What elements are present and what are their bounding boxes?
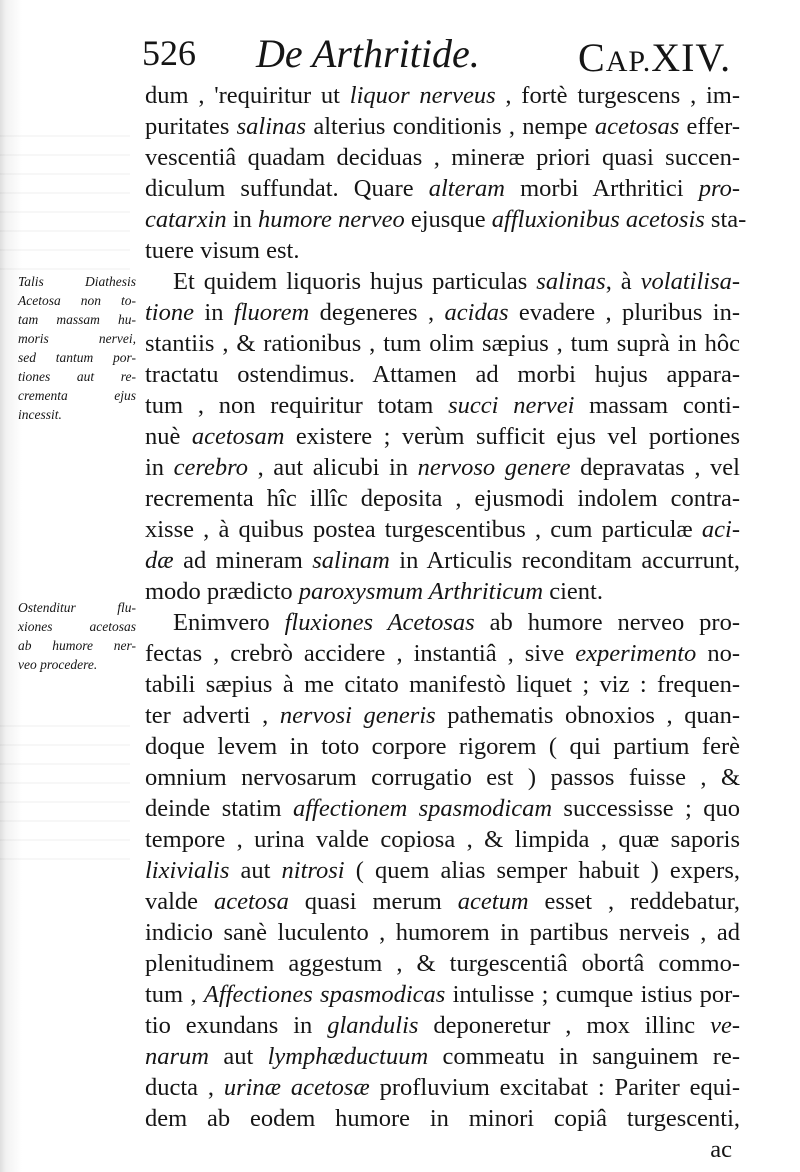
italic-text: lymphæductuum bbox=[267, 1043, 429, 1070]
text-line bbox=[145, 731, 740, 762]
text-line bbox=[145, 855, 740, 886]
text-line bbox=[145, 328, 740, 359]
text-segment: doque levem in toto corpore rigorem ( qui partium ferè bbox=[145, 733, 740, 760]
text-line bbox=[145, 266, 740, 297]
text-segment: indicio sanè luculento , humorem in partibus nerveis , ad bbox=[145, 919, 740, 946]
text-segment: recrementa hîc illîc deposita , ejusmodi indolem contra- bbox=[145, 485, 740, 512]
text-segment: ejusque bbox=[404, 206, 492, 233]
text-segment: massam conti- bbox=[574, 392, 740, 419]
text-segment: dem ab eodem humore in minori copiâ turgescenti, bbox=[145, 1105, 740, 1132]
margin-note-line: tiones aut re- bbox=[18, 369, 136, 384]
margin-note-line: xiones acetosas bbox=[18, 619, 136, 634]
text-segment: in bbox=[194, 299, 234, 326]
text-line bbox=[145, 669, 740, 700]
italic-text: tione bbox=[145, 299, 194, 326]
text-line bbox=[145, 111, 740, 142]
text-segment: sta- bbox=[704, 206, 747, 233]
text-segment: tio exundans in bbox=[145, 1012, 328, 1039]
text-segment: Et quidem liquoris hujus particulas bbox=[173, 268, 537, 295]
text-line bbox=[145, 638, 740, 669]
text-segment: tempore , urina valde copiosa , & limpida , quæ saporis bbox=[145, 826, 740, 853]
text-segment: ter adverti , bbox=[145, 702, 280, 729]
text-segment: tum , non requiritur totam bbox=[145, 392, 449, 419]
text-line bbox=[145, 886, 740, 917]
text-segment: in bbox=[145, 454, 174, 481]
italic-text: fluxiones Acetosas bbox=[284, 609, 475, 636]
text-line bbox=[145, 359, 740, 390]
italic-text: nervosi generis bbox=[279, 702, 436, 729]
text-line bbox=[145, 545, 740, 576]
italic-text: acidas bbox=[444, 299, 509, 326]
text-segment: diculum suffundat. Quare bbox=[145, 175, 429, 202]
text-line bbox=[145, 173, 740, 204]
italic-text: affluxionibus acetosis bbox=[491, 206, 705, 233]
text-line bbox=[145, 142, 740, 173]
text-segment: ( quem alias semper habuit ) expers, bbox=[344, 857, 741, 884]
chapter-number: XIV. bbox=[651, 35, 732, 80]
italic-text: acetosam bbox=[191, 423, 285, 450]
italic-text: paroxysmum Arthriticum bbox=[298, 578, 544, 605]
text-segment: tabili sæpius à me citato manifestò liquet ; viz : frequen- bbox=[145, 671, 740, 698]
text-segment: deponeretur , mox illinc bbox=[418, 1012, 711, 1039]
margin-note-line: incessit. bbox=[18, 407, 62, 422]
text-segment: ab humore nerveo pro- bbox=[474, 609, 740, 636]
text-segment: tuere visum est. bbox=[145, 237, 300, 264]
italic-text: fluorem bbox=[233, 299, 310, 326]
italic-text: salinas bbox=[236, 113, 307, 140]
italic-text: succi nervei bbox=[448, 392, 575, 419]
text-line bbox=[145, 1041, 740, 1072]
italic-text: acetum bbox=[457, 888, 529, 915]
text-line bbox=[145, 793, 740, 824]
margin-note-line: crementa ejus bbox=[18, 388, 136, 403]
text-line bbox=[145, 948, 740, 979]
chapter-prefix: C bbox=[578, 35, 606, 80]
italic-text: humore nerveo bbox=[257, 206, 405, 233]
margin-note-line: Talis Diathesis bbox=[18, 274, 136, 289]
text-segment: intulisse ; cumque istius por- bbox=[445, 981, 740, 1008]
text-segment: fectas , crebrò accidere , instantiâ , sive bbox=[145, 640, 576, 667]
text-line bbox=[145, 235, 740, 266]
italic-text: acetosas bbox=[594, 113, 680, 140]
text-segment: aut bbox=[208, 1043, 268, 1070]
text-segment: in bbox=[226, 206, 258, 233]
text-segment: no- bbox=[696, 640, 740, 667]
italic-text: liquor nerveus bbox=[349, 82, 496, 109]
text-segment: tractatu ostendimus. Attamen ad morbi hujus appara- bbox=[145, 361, 740, 388]
running-title: De Arthritide. bbox=[256, 31, 480, 76]
margin-note-line: sed tantum por- bbox=[18, 350, 136, 365]
italic-text: narum bbox=[145, 1043, 209, 1070]
italic-text: acetosa bbox=[214, 888, 289, 915]
text-line bbox=[145, 824, 740, 855]
italic-text: nitrosi bbox=[281, 857, 345, 884]
margin-note-line: veo procedere. bbox=[18, 657, 98, 672]
italic-text: affectionem spasmodicam bbox=[292, 795, 553, 822]
italic-text: glandulis bbox=[327, 1012, 419, 1039]
text-segment: effer- bbox=[679, 113, 740, 140]
italic-text: lixivialis bbox=[145, 857, 230, 884]
margin-note-line: Ostenditur flu- bbox=[18, 600, 136, 615]
text-segment: depravatas , vel bbox=[570, 454, 740, 481]
italic-text: nervoso genere bbox=[417, 454, 571, 481]
margin-note-line: ab humore ner- bbox=[18, 638, 136, 653]
text-segment: profluvium excitabat : Pariter equi- bbox=[369, 1074, 740, 1101]
margin-note-diathesis bbox=[18, 272, 136, 424]
margin-note-line: moris nervei, bbox=[18, 331, 136, 346]
text-line bbox=[145, 762, 740, 793]
text-line bbox=[145, 514, 740, 545]
text-line bbox=[145, 1072, 740, 1103]
italic-text: catarxin bbox=[145, 206, 227, 233]
text-segment: plenitudinem aggestum , & turgescentiâ obortâ commo- bbox=[145, 950, 740, 977]
text-segment: quasi merum bbox=[288, 888, 458, 915]
page-number: 526 bbox=[142, 33, 196, 73]
text-segment: existere ; verùm sufficit ejus vel portiones bbox=[284, 423, 741, 450]
text-line bbox=[145, 204, 747, 235]
text-segment: , à bbox=[605, 268, 641, 295]
text-line bbox=[145, 297, 740, 328]
text-segment: degeneres , bbox=[309, 299, 445, 326]
text-segment: modo prædicto bbox=[145, 578, 299, 605]
italic-text: aci- bbox=[701, 516, 740, 543]
italic-text: urinæ acetosæ bbox=[223, 1074, 370, 1101]
text-segment: nuè bbox=[145, 423, 192, 450]
italic-text: pro- bbox=[698, 175, 740, 202]
text-segment: dum , 'requiritur ut bbox=[145, 82, 350, 109]
text-segment: , aut alicubi in bbox=[248, 454, 418, 481]
margin-note-line: Acetosa non to- bbox=[18, 293, 136, 308]
text-segment: commeatu in sanguinem re- bbox=[428, 1043, 740, 1070]
text-segment: evadere , pluribus in- bbox=[508, 299, 740, 326]
text-line bbox=[145, 700, 740, 731]
italic-text: cerebro bbox=[173, 454, 248, 481]
text-segment: in Articulis reconditam accurrunt, bbox=[389, 547, 740, 574]
text-segment: ducta , bbox=[145, 1074, 224, 1101]
text-segment: xisse , à quibus postea turgescentibus , cum particulæ bbox=[145, 516, 702, 543]
italic-text: dæ bbox=[145, 547, 174, 574]
italic-text: volatilisa- bbox=[640, 268, 741, 295]
catchword: ac bbox=[710, 1136, 732, 1163]
main-text bbox=[145, 80, 747, 1165]
text-segment: tum , bbox=[145, 981, 204, 1008]
text-line bbox=[145, 1103, 740, 1134]
italic-text: Affectiones spasmodicas bbox=[203, 981, 446, 1008]
text-segment: deinde statim bbox=[145, 795, 293, 822]
text-line bbox=[145, 80, 740, 111]
italic-text: experimento bbox=[575, 640, 697, 667]
text-line bbox=[145, 421, 740, 452]
text-segment: alterius conditionis , nempe bbox=[306, 113, 595, 140]
bleed-through-shadow bbox=[0, 720, 130, 860]
text-segment: puritates bbox=[145, 113, 237, 140]
text-segment: pathematis obnoxios , quan- bbox=[435, 702, 740, 729]
text-line bbox=[145, 1010, 740, 1041]
margin-note-fluxiones bbox=[18, 598, 136, 674]
text-line bbox=[145, 390, 740, 421]
bleed-through-shadow bbox=[0, 130, 130, 270]
text-segment: esset , reddebatur, bbox=[528, 888, 740, 915]
text-segment: morbi Arthritici bbox=[504, 175, 699, 202]
text-line bbox=[145, 576, 740, 607]
text-segment: successisse ; quo bbox=[552, 795, 740, 822]
text-line bbox=[145, 452, 740, 483]
chapter-smallcaps: AP. bbox=[605, 45, 652, 78]
text-segment: Enimvero bbox=[173, 609, 285, 636]
text-line bbox=[145, 979, 740, 1010]
text-segment: ad mineram bbox=[173, 547, 313, 574]
text-line bbox=[145, 483, 740, 514]
text-segment: cient. bbox=[543, 578, 603, 605]
text-segment: vescentiâ quadam deciduas , mineræ priori quasi succen- bbox=[145, 144, 740, 171]
margin-note-line: tam massam hu- bbox=[18, 312, 136, 327]
text-line bbox=[145, 607, 740, 638]
text-segment: omnium nervosarum corrugatio est ) passos fuisse , & bbox=[145, 764, 740, 791]
text-segment: stantiis , & rationibus , tum olim sæpius , tum suprà in hôc bbox=[145, 330, 740, 357]
italic-text: alteram bbox=[428, 175, 505, 202]
text-segment: valde bbox=[145, 888, 214, 915]
italic-text: ve- bbox=[710, 1012, 740, 1039]
italic-text: salinas bbox=[536, 268, 606, 295]
chapter-label bbox=[578, 34, 731, 81]
italic-text: salinam bbox=[312, 547, 390, 574]
text-segment: aut bbox=[229, 857, 282, 884]
text-segment: , fortè turgescens , im- bbox=[495, 82, 740, 109]
text-line bbox=[145, 917, 740, 948]
